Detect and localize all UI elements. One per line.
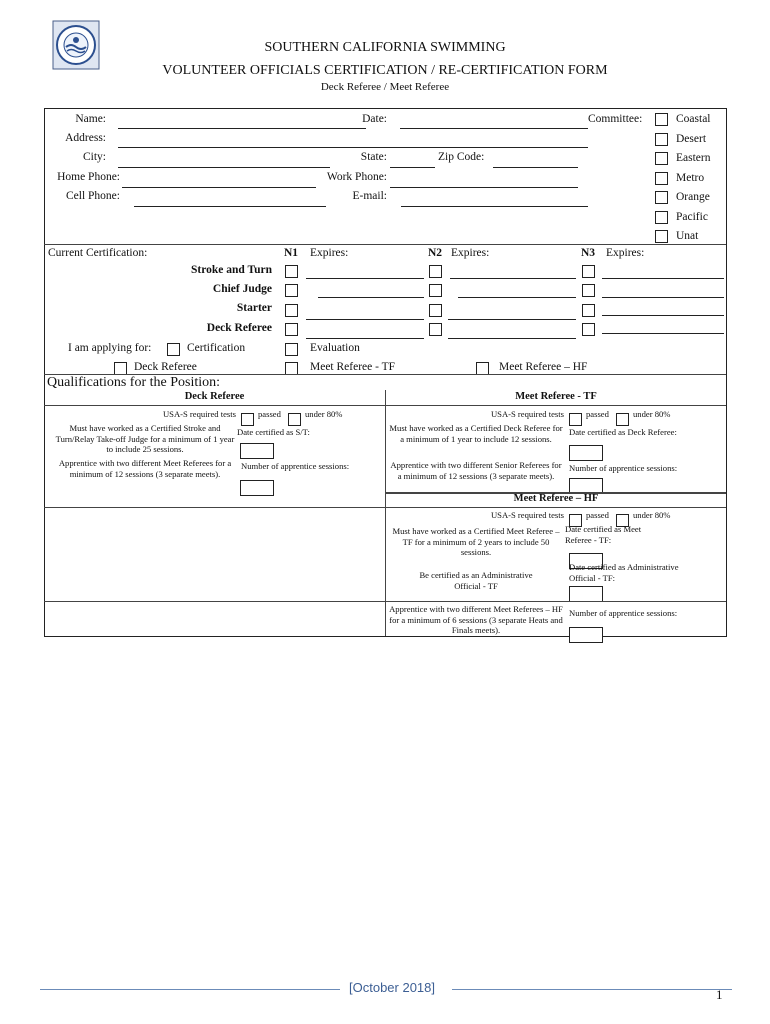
committee-coastal-checkbox[interactable] [655,113,668,126]
deck-num-apprentice-field[interactable] [240,480,274,496]
n3-label: N3 [581,247,596,259]
tf-under80-checkbox[interactable] [616,413,629,426]
deck-date-cert-st-label: Date certified as S/T: [237,427,310,437]
apply-evaluation-checkbox[interactable] [285,343,298,356]
chief-judge-n1-checkbox[interactable] [285,284,298,297]
tf-num-apprentice-label: Number of apprentice sessions: [569,463,678,473]
deck-under80-checkbox[interactable] [288,413,301,426]
deck-date-cert-st-field[interactable] [240,443,274,459]
tf-date-cert-dr-label: Date certified as Deck Referee: [569,427,677,437]
stroke-turn-n2-checkbox[interactable] [429,265,442,278]
tf-usa-tests-label: USA-S required tests [490,409,564,419]
committee-unat-label: Unat [676,230,699,242]
committee-pacific-label: Pacific [676,211,708,223]
committee-orange-checkbox[interactable] [655,191,668,204]
hf-date-cert-ao-label: Date certified as Administrative Official - TF: [569,562,679,583]
hf-bottom-divider [44,601,726,602]
starter-n2-expires-field[interactable] [448,319,576,320]
committee-eastern-checkbox[interactable] [655,152,668,165]
work-phone-label: Work Phone: [326,171,387,183]
stroke-turn-n2-expires-field[interactable] [450,278,576,279]
hf-date-cert-mr-label: Date certified as Meet Referee - TF: [565,524,642,545]
committee-desert-label: Desert [676,133,707,145]
city-label: City: [82,151,106,163]
deck-referee-n3-expires-field[interactable] [602,333,724,334]
deck-referee-n2-expires-field[interactable] [448,338,576,339]
apply-deck-referee-label: Deck Referee [134,361,197,373]
committee-label: Committee: [588,113,643,125]
form-title: VOLUNTEER OFFICIALS CERTIFICATION / RE-CERTIFICATION FORM [162,63,608,78]
chief-judge-n3-expires-field[interactable] [602,297,724,298]
cell-phone-field[interactable] [134,206,326,207]
name-field[interactable] [118,128,366,129]
deck-usa-tests-label: USA-S required tests [162,409,236,419]
date-field[interactable] [400,128,588,129]
apply-meet-ref-tf-label: Meet Referee - TF [310,361,396,373]
hf-requirement-apprentice: Apprentice with two different Meet Referees – HF for a minimum of 6 sessions (3 separate Heats and Finals meets). [389,604,563,635]
committee-orange-label: Orange [676,191,710,203]
committee-coastal-label: Coastal [676,113,711,125]
stroke-turn-n1-expires-field[interactable] [306,278,424,279]
deck-requirement-apprentice: Apprentice with two different Meet Referees for a minimum of 12 sessions (3 separate meets). [58,458,232,479]
apply-evaluation-label: Evaluation [310,342,360,354]
row-deck-referee-label: Deck Referee [206,322,272,334]
city-field[interactable] [118,167,330,168]
state-label: State: [360,151,387,163]
chief-judge-n1-expires-field[interactable] [318,297,424,298]
current-certification-label: Current Certification: [48,247,148,259]
meet-ref-hf-heading: Meet Referee – HF [513,493,599,504]
starter-n2-checkbox[interactable] [429,304,442,317]
tf-under80-label: under 80% [633,409,671,419]
date-label: Date: [362,113,387,125]
hf-num-apprentice-label: Number of apprentice sessions: [569,608,678,618]
qualifications-column-divider [385,390,386,636]
stroke-turn-n1-checkbox[interactable] [285,265,298,278]
starter-n1-checkbox[interactable] [285,304,298,317]
hf-head-divider [44,507,726,508]
tf-date-cert-dr-field[interactable] [569,445,603,461]
name-label: Name: [75,113,106,125]
address-field[interactable] [118,147,588,148]
deck-referee-n3-checkbox[interactable] [582,323,595,336]
row-stroke-turn-label: Stroke and Turn [191,264,272,276]
zip-field[interactable] [493,167,578,168]
home-phone-field[interactable] [122,187,316,188]
tf-passed-label: passed [586,409,609,419]
qualifications-head-divider [44,405,726,406]
hf-usa-tests-label: USA-S required tests [490,510,564,520]
qualifications-title: Qualifications for the Position: [47,375,221,390]
hf-date-cert-ao-field[interactable] [569,586,603,602]
hf-under80-label: under 80% [633,510,671,520]
work-phone-field[interactable] [390,187,578,188]
row-starter-label: Starter [236,302,272,314]
tf-passed-checkbox[interactable] [569,413,582,426]
committee-unat-checkbox[interactable] [655,230,668,243]
n1-label: N1 [284,247,299,259]
zip-label: Zip Code: [438,151,485,163]
footer-line-right [452,989,732,990]
deck-passed-checkbox[interactable] [241,413,254,426]
hf-passed-label: passed [586,510,609,520]
committee-eastern-label: Eastern [676,152,711,164]
cell-phone-label: Cell Phone: [66,190,120,202]
section-divider [44,244,726,245]
tf-requirement-experience: Must have worked as a Certified Deck Referee for a minimum of 1 year to include 12 sessions. [389,423,563,444]
n2-expires-label: Expires: [451,247,490,259]
committee-pacific-checkbox[interactable] [655,211,668,224]
deck-num-apprentice-label: Number of apprentice sessions: [241,461,350,471]
applying-for-label: I am applying for: [68,342,152,354]
starter-n1-expires-field[interactable] [306,319,424,320]
tf-requirement-apprentice: Apprentice with two different Senior Referees for a minimum of 12 sessions (3 separate meets). [390,460,562,481]
chief-judge-n3-checkbox[interactable] [582,284,595,297]
n3-expires-label: Expires: [606,247,645,259]
row-chief-judge-label: Chief Judge [212,283,272,295]
home-phone-label: Home Phone: [57,171,120,183]
chief-judge-n2-expires-field[interactable] [458,297,576,298]
starter-n3-checkbox[interactable] [582,304,595,317]
page-number: 1 [716,987,723,1002]
deck-passed-label: passed [258,409,281,419]
address-label: Address: [65,132,106,144]
deck-referee-n1-checkbox[interactable] [285,323,298,336]
apply-meet-ref-hf-label: Meet Referee – HF [499,361,588,373]
committee-desert-checkbox[interactable] [655,133,668,146]
stroke-turn-n3-checkbox[interactable] [582,265,595,278]
stroke-turn-n3-expires-field[interactable] [602,278,724,279]
deck-under80-label: under 80% [305,409,343,419]
email-field[interactable] [401,206,588,207]
apply-certification-label: Certification [187,342,246,354]
email-label: E-mail: [352,190,387,202]
chief-judge-n2-checkbox[interactable] [429,284,442,297]
org-title: SOUTHERN CALIFORNIA SWIMMING [264,40,506,55]
hf-requirement-admin: Be certified as an Administrative Official - TF [419,570,533,591]
deck-requirement-experience: Must have worked as a Certified Stroke and Turn/Relay Take-off Judge for a minimum of 1 year to include 25 sessions. [55,423,235,454]
form-subtitle: Deck Referee / Meet Referee [320,81,450,93]
footer-line-left [40,989,340,990]
deck-referee-heading: Deck Referee [184,391,245,402]
meet-ref-tf-heading: Meet Referee - TF [515,391,597,402]
starter-n3-expires-field[interactable] [602,315,724,316]
deck-referee-n1-expires-field[interactable] [306,338,424,339]
state-field[interactable] [390,167,435,168]
apply-certification-checkbox[interactable] [167,343,180,356]
hf-requirement-experience: Must have worked as a Certified Meet Referee – TF for a minimum of 2 years to include 50 sessions. [392,526,560,557]
deck-referee-n2-checkbox[interactable] [429,323,442,336]
hf-num-apprentice-field[interactable] [569,627,603,643]
n2-label: N2 [428,247,443,259]
n1-expires-label: Expires: [310,247,349,259]
committee-metro-checkbox[interactable] [655,172,668,185]
committee-metro-label: Metro [676,172,705,184]
footer-date: [October 2018] [349,980,435,995]
